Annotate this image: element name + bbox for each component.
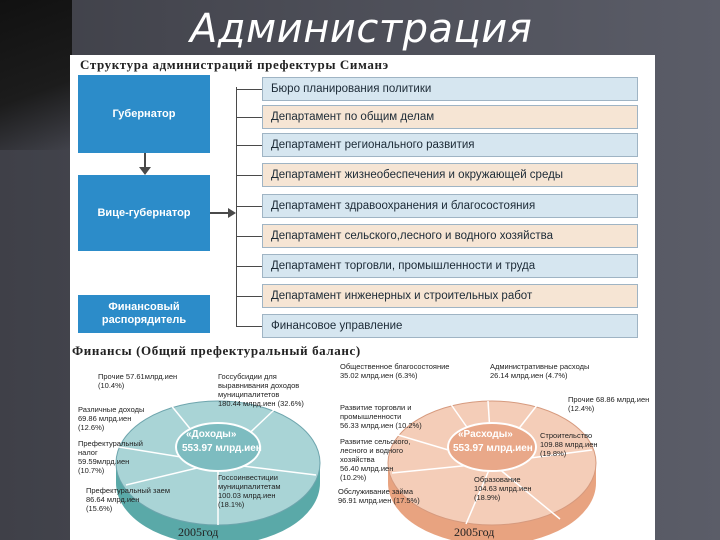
expenditure-label-other: Прочие 68.86 млрд.иен (12.4%): [568, 395, 650, 413]
department-item: Бюро планирования политики: [262, 77, 638, 101]
revenue-label-other: Прочие 57.61млрд.иен (10.4%): [98, 372, 178, 390]
revenue-label-misc-income: Различные доходы 69.86 млрд.иен (12.6%): [78, 405, 145, 432]
revenue-center-value: 553.97 млрд.иен: [182, 443, 262, 454]
revenue-center-label: «Доходы»: [186, 429, 237, 440]
expenditure-label-trade-industry: Развитие торговли и промышленности 56.33 млрд.иен (10.2%): [340, 403, 422, 430]
expenditure-label-agriculture: Развитие сельского, лесного и водного хозяйства 56.40 млрд.иен (10.2%): [340, 437, 411, 482]
revenue-pie: [116, 401, 320, 540]
expenditure-label-welfare: Общественное благосостояние 35.02 млрд.иен (6.3%): [340, 362, 450, 380]
expenditure-center-value: 553.97 млрд.иен: [453, 443, 533, 454]
expenditure-label-education: Образование 104.63 млрд.иен (18.9%): [474, 475, 532, 502]
department-item: Департамент сельского,лесного и водного хозяйства: [262, 224, 638, 248]
department-item: Департамент здравоохранения и благосостояния: [262, 194, 638, 218]
department-item: Департамент регионального развития: [262, 133, 638, 157]
revenue-label-co-investment: Госсоинвестиции муниципалитетам 100.03 млрд.иен (18.1%): [218, 473, 281, 509]
vice-governor-box: Вице-губернатор: [78, 175, 210, 251]
revenue-label-equalization-subsidy: Госсубсидии для выравнивания доходов муниципалитетов 180.44 млрд.иен (32.6%): [218, 372, 304, 408]
expenditure-center-label: «Расходы»: [458, 429, 513, 440]
org-chart-title: Структура администраций префектуры Симанэ: [80, 57, 389, 72]
revenue-label-prefectural-tax: Префектуральный налог 59.59млрд.иен (10.7%): [78, 439, 143, 475]
slide-title: Администрация: [190, 6, 533, 52]
expenditure-year: 2005год: [454, 525, 495, 539]
expenditure-label-construction: Строительство 109.88 млрд.иен (19.8%): [540, 431, 598, 458]
department-item: Департамент торговли, промышленности и труда: [262, 254, 638, 278]
governor-box: Губернатор: [78, 75, 210, 153]
finance-officer-box: Финансовый распорядитель: [78, 295, 210, 333]
department-item: Департамент по общим делам: [262, 105, 638, 129]
finance-title: Финансы (Общий префектуральный баланс): [72, 343, 361, 358]
corner-decoration: [0, 0, 72, 150]
department-item: Департамент жизнеобеспечения и окружающей среды: [262, 163, 638, 187]
expenditure-label-debt-service: Обслуживание займа 96.91 млрд.иен (17.5%): [338, 487, 420, 505]
content-panel: [70, 55, 655, 540]
department-item: Департамент инженерных и строительных работ: [262, 284, 638, 308]
expenditure-label-administrative: Административные расходы 26.14 млрд.иен (4.7%): [490, 362, 590, 380]
revenue-label-prefectural-loan: Префектуральный заем 86.64 млрд.иен (15.6%): [86, 486, 170, 513]
department-item: Финансовое управление: [262, 314, 638, 338]
revenue-year: 2005год: [178, 525, 219, 539]
